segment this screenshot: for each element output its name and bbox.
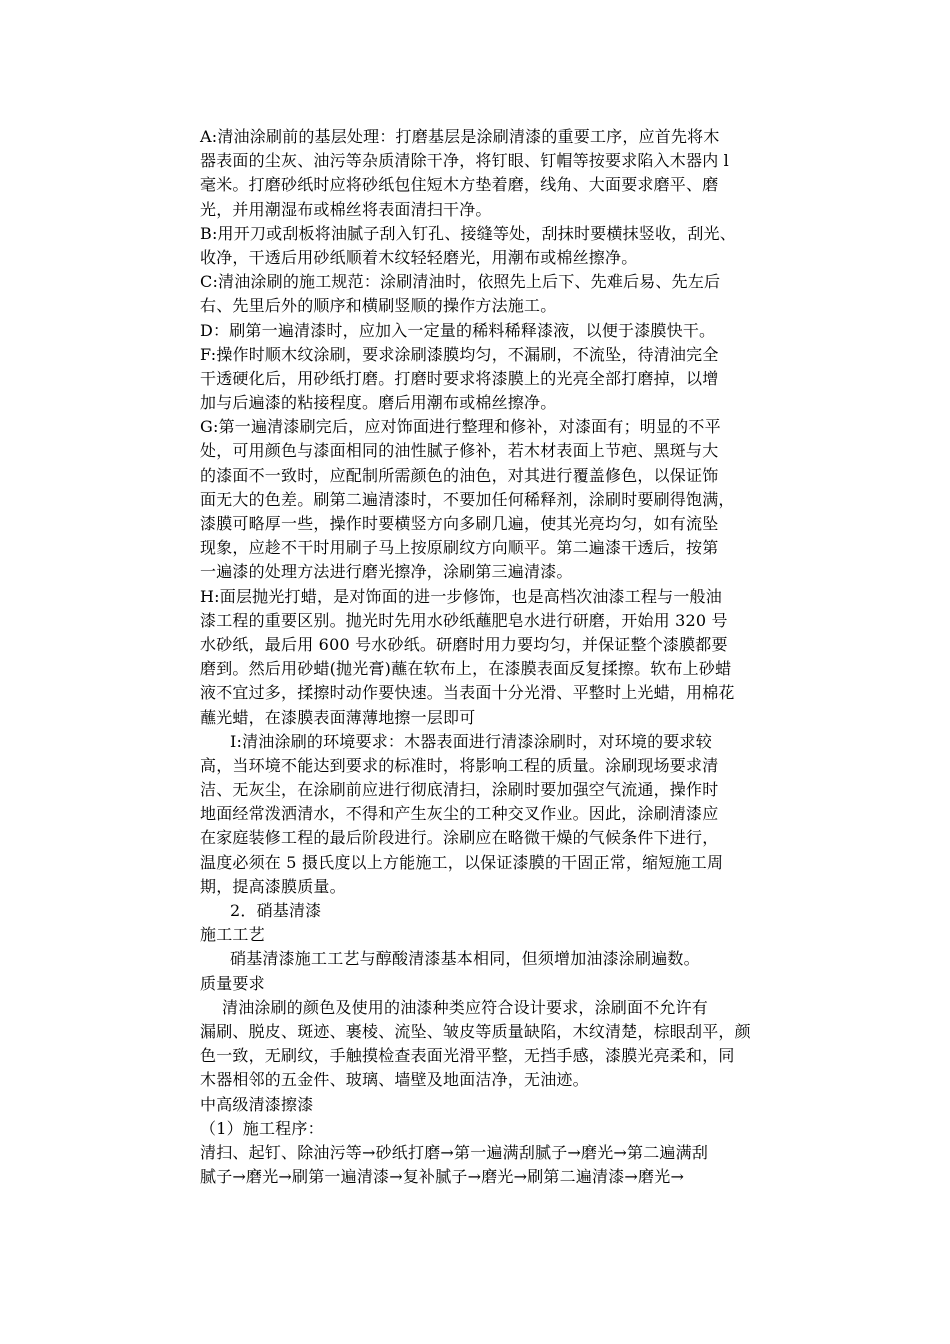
text-line: 一遍漆的处理方法进行磨光擦净，涂刷第三遍清漆。 xyxy=(200,562,573,582)
text-line: 木器相邻的五金件、玻璃、墙壁及地面洁净，无油迹。 xyxy=(200,1070,589,1090)
text-line: 腻子→磨光→刷第一遍清漆→复补腻子→磨光→刷第二遍清漆→磨光→ xyxy=(200,1167,685,1187)
text-line: 器表面的尘灰、油污等杂质清除干净，将钉眼、钉帽等按要求陷入木器内 l xyxy=(200,151,730,171)
text-line: F:操作时顺木纹涂刷，要求涂刷漆膜均匀，不漏刷，不流坠，待清油完全 xyxy=(200,344,719,364)
text-line: 清扫、起钉、除油污等→砂纸打磨→第一遍满刮腻子→磨光→第二遍满刮 xyxy=(200,1142,709,1162)
text-line: 施工工艺 xyxy=(200,925,265,945)
text-line: 漏刷、脱皮、斑迹、裹棱、流坠、皱皮等质量缺陷，木纹清楚，棕眼刮平，颜 xyxy=(200,1021,751,1041)
text-line: G:第一遍清漆刷完后，应对饰面进行整理和修补，对漆面有；明显的不平 xyxy=(200,417,721,437)
text-line: 收净，干透后用砂纸顺着木纹轻轻磨光，用潮布或棉丝擦净。 xyxy=(200,247,638,267)
text-line: I:清油涂刷的环境要求：木器表面进行清漆涂刷时，对环境的要求较 xyxy=(230,731,712,751)
text-line: 2．硝基清漆 xyxy=(230,901,322,920)
text-line: 期，提高漆膜质量。 xyxy=(200,876,346,896)
text-line: 地面经常泼洒清水，不得和产生灰尘的工种交叉作业。因此，涂刷清漆应 xyxy=(200,804,719,824)
text-line: 质量要求 xyxy=(200,973,265,993)
text-line: 硝基清漆施工工艺与醇酸清漆基本相同，但须增加油漆涂刷遍数。 xyxy=(230,949,700,969)
text-line: 在家庭装修工程的最后阶段进行。涂刷应在略微干燥的气候条件下进行， xyxy=(200,828,719,848)
text-line: D：刷第一遍清漆时，应加入一定量的稀料稀释漆液，以便于漆膜快干。 xyxy=(200,320,716,340)
text-line: 处，可用颜色与漆面相同的油性腻子修补，若木材表面上节疤、黑斑与大 xyxy=(200,441,719,461)
text-line: 干透硬化后，用砂纸打磨。打磨时要求将漆膜上的光亮全部打磨掉，以增 xyxy=(200,368,719,388)
text-line: 温度必须在 5 摄氏度以上方能施工，以保证漆膜的干固正常，缩短施工周 xyxy=(200,852,724,872)
text-line: 高，当环境不能达到要求的标准时，将影响工程的质量。涂刷现场要求清 xyxy=(200,755,719,775)
text-line: A:清油涂刷前的基层处理：打磨基层是涂刷清漆的重要工序，应首先将木 xyxy=(200,127,720,146)
text-line: 毫米。打磨砂纸时应将砂纸包住短木方垫着磨，线角、大面要求磨平、磨 xyxy=(200,175,719,195)
text-line: C:清油涂刷的施工规范：涂刷清油时，依照先上后下、先难后易、先左后 xyxy=(200,272,721,292)
text-line: 漆工程的重要区别。抛光时先用水砂纸蘸肥皂水进行研磨，开始用 320 号 xyxy=(200,610,728,630)
text-line: 面无大的色差。刷第二遍清漆时，不要加任何稀释剂，涂刷时要刷得饱满， xyxy=(200,489,735,509)
text-line: 色一致，无刷纹，手触摸检查表面光滑平整，无挡手感，漆膜光亮柔和，同 xyxy=(200,1046,735,1066)
text-line: 漆膜可略厚一些，操作时要横竖方向多刷几遍，使其光亮均匀，如有流坠 xyxy=(200,514,719,533)
text-line: 的漆面不一致时，应配制所需颜色的油色，对其进行覆盖修色，以保证饰 xyxy=(200,465,719,485)
text-line: 蘸光蜡，在漆膜表面薄薄地擦一层即可 xyxy=(200,707,476,727)
text-line: （1）施工程序： xyxy=(200,1118,324,1138)
text-line: 右、先里后外的顺序和横刷竖顺的操作方法施工。 xyxy=(200,296,557,316)
text-line: 洁、无灰尘，在涂刷前应进行彻底清扫，涂刷时要加强空气流通，操作时 xyxy=(200,780,719,800)
text-line: B:用开刀或刮板将油腻子刮入钉孔、接缝等处，刮抹时要横抹竖收，刮光、 xyxy=(200,223,736,243)
text-line: 水砂纸，最后用 600 号水砂纸。研磨时用力要均匀，并保证整个漆膜都要 xyxy=(200,634,728,654)
document-page xyxy=(200,125,800,1189)
text-line: 磨到。然后用砂蜡(抛光膏)蘸在软布上，在漆膜表面反复揉擦。软布上砂蜡 xyxy=(200,659,732,679)
text-line: H:面层抛光打蜡，是对饰面的进一步修饰，也是高档次油漆工程与一般油 xyxy=(200,586,722,606)
text-line: 加与后遍漆的粘接程度。磨后用潮布或棉丝擦净。 xyxy=(200,393,557,413)
text-line: 清油涂刷的颜色及使用的油漆种类应符合设计要求，涂刷面不允许有 xyxy=(222,997,709,1017)
text-line: 液不宜过多，揉擦时动作要快速。当表面十分光滑、平整时上光蜡，用棉花 xyxy=(200,683,735,703)
text-line: 光，并用潮湿布或棉丝将表面清扫干净。 xyxy=(200,199,492,219)
text-line: 中高级清漆擦漆 xyxy=(200,1094,314,1114)
text-line: 现象，应趁不干时用刷子马上按原刷纹方向顺平。第二遍漆干透后，按第 xyxy=(200,538,719,558)
